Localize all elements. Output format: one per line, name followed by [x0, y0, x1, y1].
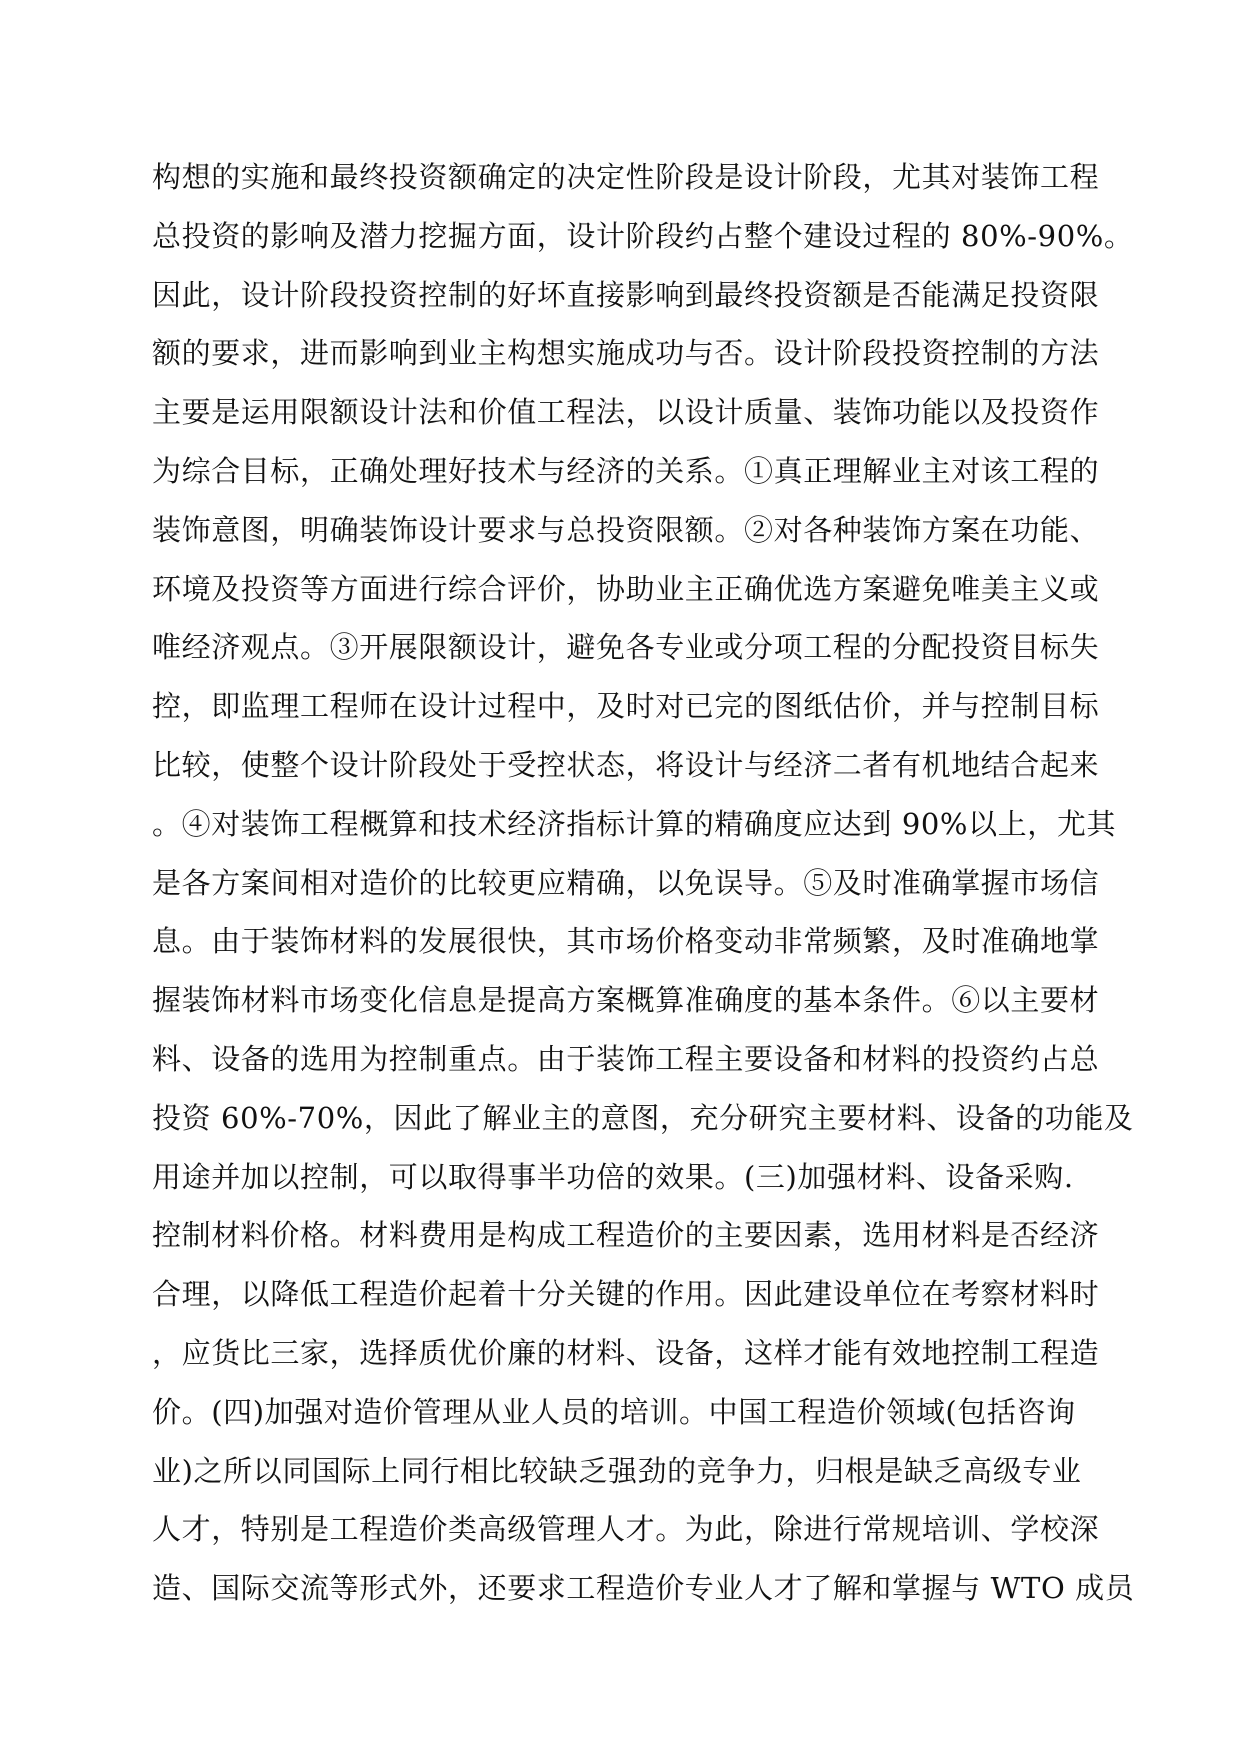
text-line: 控，即监理工程师在设计过程中，及时对已完的图纸估价，并与控制目标 — [152, 689, 1100, 724]
text-line: ，应货比三家，选择质优价廉的材料、设备，这样才能有效地控制工程造 — [152, 1335, 1100, 1370]
text-line: 息。由于装饰材料的发展很快，其市场价格变动非常频繁，及时准确地掌 — [152, 924, 1100, 959]
text-line: 用途并加以控制，可以取得事半功倍的效果。(三)加强材料、设备采购. — [152, 1159, 1074, 1194]
text-line: 投资 60%-70%，因此了解业主的意图，充分研究主要材料、设备的功能及 — [152, 1100, 1134, 1135]
text-line: 价。(四)加强对造价管理从业人员的培训。中国工程造价领域(包括咨询 — [152, 1394, 1076, 1429]
text-line: 额的要求，进而影响到业主构想实施成功与否。设计阶段投资控制的方法 — [152, 336, 1100, 371]
text-line: 控制材料价格。材料费用是构成工程造价的主要因素，选用材料是否经济 — [152, 1218, 1100, 1253]
text-line: 主要是运用限额设计法和价值工程法，以设计质量、装饰功能以及投资作 — [152, 395, 1100, 430]
text-line: 业)之所以同国际上同行相比较缺乏强劲的竞争力，归根是缺乏高级专业 — [152, 1453, 1082, 1488]
text-line: 造、国际交流等形式外，还要求工程造价专业人才了解和掌握与 WTO 成员 — [152, 1571, 1135, 1606]
text-line: 为综合目标，正确处理好技术与经济的关系。①真正理解业主对该工程的 — [152, 453, 1100, 488]
text-line: 比较，使整个设计阶段处于受控状态，将设计与经济二者有机地结合起来 — [152, 747, 1100, 782]
body-text — [152, 148, 1135, 1618]
text-line: 合理，以降低工程造价起着十分关键的作用。因此建设单位在考察材料时 — [152, 1277, 1100, 1312]
text-line: 唯经济观点。③开展限额设计，避免各专业或分项工程的分配投资目标失 — [152, 630, 1100, 665]
text-line: 因此，设计阶段投资控制的好坏直接影响到最终投资额是否能满足投资限 — [152, 277, 1100, 312]
text-line: 构想的实施和最终投资额确定的决定性阶段是设计阶段，尤其对装饰工程 — [152, 160, 1100, 194]
text-line: 装饰意图，明确装饰设计要求与总投资限额。②对各种装饰方案在功能、 — [152, 512, 1100, 547]
text-line: 人才，特别是工程造价类高级管理人才。为此，除进行常规培训、学校深 — [152, 1512, 1100, 1547]
text-line: 是各方案间相对造价的比较更应精确，以免误导。⑤及时准确掌握市场信 — [152, 865, 1100, 900]
text-line: 握装饰材料市场变化信息是提高方案概算准确度的基本条件。⑥以主要材 — [152, 983, 1100, 1018]
text-line: 。④对装饰工程概算和技术经济指标计算的精确度应达到 90%以上，尤其 — [152, 806, 1117, 841]
text-line: 料、设备的选用为控制重点。由于装饰工程主要设备和材料的投资约占总 — [152, 1041, 1100, 1076]
text-line: 环境及投资等方面进行综合评价，协助业主正确优选方案避免唯美主义或 — [152, 571, 1100, 606]
text-line: 总投资的影响及潜力挖掘方面，设计阶段约占整个建设过程的 80%-90%。 — [152, 218, 1134, 253]
